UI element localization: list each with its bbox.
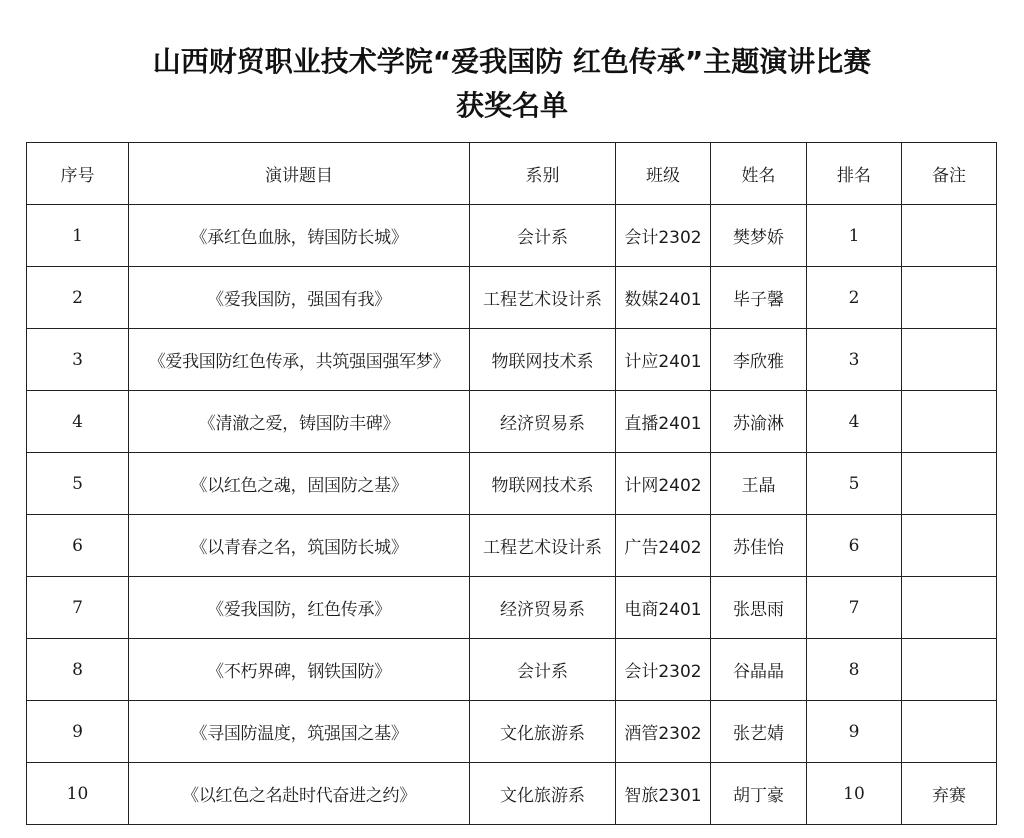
cell-topic: 《以青春之名，筑国防长城》	[129, 515, 470, 577]
cell-class: 智旅2301	[616, 763, 711, 825]
cell-rank: 2	[807, 267, 902, 329]
cell-note	[902, 515, 997, 577]
cell-note	[902, 577, 997, 639]
cell-rank: 4	[807, 391, 902, 453]
document-title: 山西财贸职业技术学院“爱我国防 红色传承”主题演讲比赛	[152, 45, 872, 78]
header-cell-no: 序号	[27, 143, 129, 205]
cell-name: 谷晶晶	[711, 639, 807, 701]
table-header-row	[27, 143, 997, 205]
cell-rank: 3	[807, 329, 902, 391]
table-row	[27, 205, 997, 267]
cell-class: 会计2302	[616, 205, 711, 267]
cell-topic: 《不朽界碑，钢铁国防》	[129, 639, 470, 701]
cell-topic: 《爱我国防，红色传承》	[129, 577, 470, 639]
header-cell-dept: 系别	[470, 143, 616, 205]
cell-no: 3	[27, 329, 129, 391]
cell-no: 2	[27, 267, 129, 329]
cell-class: 电商2401	[616, 577, 711, 639]
table-row	[27, 453, 997, 515]
cell-topic: 《以红色之魂，固国防之基》	[129, 453, 470, 515]
cell-class: 计网2402	[616, 453, 711, 515]
cell-dept: 经济贸易系	[470, 391, 616, 453]
cell-note	[902, 391, 997, 453]
cell-name: 苏渝淋	[711, 391, 807, 453]
cell-note	[902, 701, 997, 763]
cell-rank: 9	[807, 701, 902, 763]
cell-note: 弃赛	[902, 763, 997, 825]
cell-topic: 《爱我国防，强国有我》	[129, 267, 470, 329]
table-row	[27, 329, 997, 391]
cell-no: 6	[27, 515, 129, 577]
table-row	[27, 701, 997, 763]
cell-dept: 会计系	[470, 639, 616, 701]
cell-no: 5	[27, 453, 129, 515]
table-row	[27, 763, 997, 825]
cell-topic: 《以红色之名赴时代奋进之约》	[129, 763, 470, 825]
cell-topic: 《清澈之爱，铸国防丰碑》	[129, 391, 470, 453]
cell-dept: 会计系	[470, 205, 616, 267]
cell-dept: 文化旅游系	[470, 701, 616, 763]
cell-rank: 7	[807, 577, 902, 639]
cell-dept: 工程艺术设计系	[470, 267, 616, 329]
award-table-body	[27, 205, 997, 825]
table-row	[27, 267, 997, 329]
cell-class: 数媒2401	[616, 267, 711, 329]
cell-name: 毕子馨	[711, 267, 807, 329]
cell-note	[902, 205, 997, 267]
header-cell-name: 姓名	[711, 143, 807, 205]
table-row	[27, 639, 997, 701]
document-subtitle: 获奖名单	[455, 89, 568, 122]
cell-class: 广告2402	[616, 515, 711, 577]
cell-dept: 物联网技术系	[470, 453, 616, 515]
cell-rank: 5	[807, 453, 902, 515]
cell-class: 酒管2302	[616, 701, 711, 763]
cell-dept: 物联网技术系	[470, 329, 616, 391]
cell-name: 李欣雅	[711, 329, 807, 391]
cell-name: 王晶	[711, 453, 807, 515]
table-row	[27, 515, 997, 577]
cell-name: 张思雨	[711, 577, 807, 639]
cell-no: 4	[27, 391, 129, 453]
cell-no: 9	[27, 701, 129, 763]
cell-rank: 6	[807, 515, 902, 577]
cell-class: 直播2401	[616, 391, 711, 453]
cell-topic: 《爱我国防红色传承，共筑强国强军梦》	[129, 329, 470, 391]
cell-class: 计应2401	[616, 329, 711, 391]
cell-topic: 《寻国防温度，筑强国之基》	[129, 701, 470, 763]
cell-note	[902, 453, 997, 515]
cell-dept: 文化旅游系	[470, 763, 616, 825]
cell-no: 7	[27, 577, 129, 639]
cell-class: 会计2302	[616, 639, 711, 701]
cell-rank: 10	[807, 763, 902, 825]
cell-name: 樊梦娇	[711, 205, 807, 267]
cell-no: 10	[27, 763, 129, 825]
cell-name: 张艺婧	[711, 701, 807, 763]
header-cell-note: 备注	[902, 143, 997, 205]
cell-rank: 1	[807, 205, 902, 267]
cell-name: 胡丁豪	[711, 763, 807, 825]
header-cell-rank: 排名	[807, 143, 902, 205]
cell-name: 苏佳怡	[711, 515, 807, 577]
award-table	[26, 142, 997, 825]
header-cell-class: 班级	[616, 143, 711, 205]
cell-note	[902, 267, 997, 329]
table-row	[27, 577, 997, 639]
cell-note	[902, 639, 997, 701]
cell-topic: 《承红色血脉，铸国防长城》	[129, 205, 470, 267]
cell-dept: 经济贸易系	[470, 577, 616, 639]
cell-note	[902, 329, 997, 391]
table-row	[27, 391, 997, 453]
cell-dept: 工程艺术设计系	[470, 515, 616, 577]
cell-no: 1	[27, 205, 129, 267]
cell-no: 8	[27, 639, 129, 701]
header-cell-topic: 演讲题目	[129, 143, 470, 205]
cell-rank: 8	[807, 639, 902, 701]
